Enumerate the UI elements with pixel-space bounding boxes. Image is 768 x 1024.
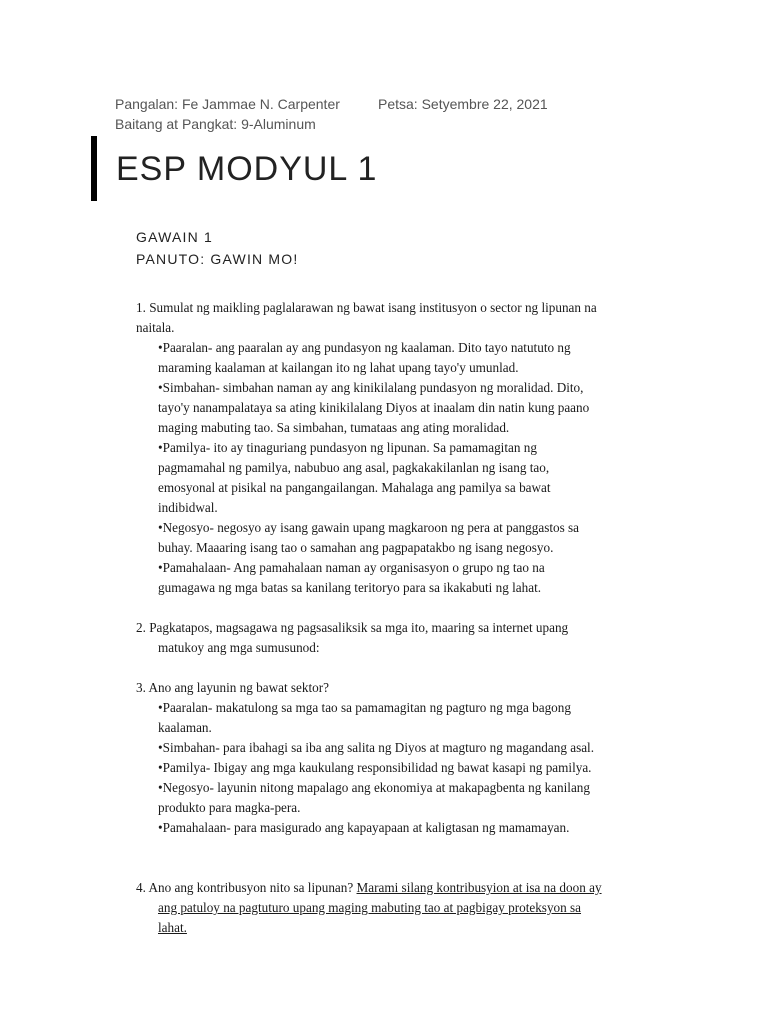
question-4-prompt: 4. Ano ang kontribusyon nito sa lipunan? xyxy=(136,880,357,895)
question-4 xyxy=(136,878,656,938)
question-4-answer: Marami silang kontribusyion at isa na doon ay xyxy=(356,880,602,895)
answer-paaralan xyxy=(136,338,656,378)
text-line: •Pamahalaan- para masigurado ang kapayapaan at kaligtasan ng mamamayan. xyxy=(158,820,570,835)
text-line: •Simbahan- simbahan naman ay ang kinikilalang pundasyon ng moralidad. Dito, xyxy=(158,380,584,395)
answer-negosyo xyxy=(136,518,656,558)
page-title: ESP MODYUL 1 xyxy=(116,150,378,188)
question-3 xyxy=(136,678,656,838)
title-accent-bar xyxy=(91,136,97,201)
text-line: •Simbahan- para ibahagi sa iba ang salita ng Diyos at magturo ng magandang asal. xyxy=(158,740,595,755)
purpose-simbahan xyxy=(136,738,656,758)
question-2 xyxy=(136,618,656,658)
student-header xyxy=(115,94,548,134)
text-line: maraming kaalaman at kailangan ito ng lahat upang tayo'y umunlad. xyxy=(158,360,519,375)
student-name: Pangalan: Fe Jammae N. Carpenter xyxy=(115,96,340,112)
text-line: buhay. Maaaring isang tao o samahan ang pagpapatakbo ng isang negosyo. xyxy=(158,540,554,555)
date: Petsa: Setyembre 22, 2021 xyxy=(378,96,548,112)
text-line: •Pamahalaan- Ang pamahalaan naman ay organisasyon o grupo ng tao na xyxy=(158,560,545,575)
text-line: •Pamilya- Ibigay ang mga kaukulang responsibilidad ng bawat kasapi ng pamilya. xyxy=(158,760,592,775)
grade-section: Baitang at Pangkat: 9-Aluminum xyxy=(115,116,316,132)
activity-label: GAWAIN 1 xyxy=(136,229,214,245)
text-line: emosyonal at pisikal na pangangailangan. Mahalaga ang pamilya sa bawat xyxy=(158,480,551,495)
spacer xyxy=(136,658,656,678)
text-line: •Negosyo- layunin nitong mapalago ang ekonomiya at makapagbenta ng kanilang xyxy=(158,780,590,795)
text-line: pagmamahal ng pamilya, nabubuo ang asal, pagkakakilanlan ng isang tao, xyxy=(158,460,550,475)
question-4-answer-end: lahat. xyxy=(158,920,187,935)
purpose-paaralan xyxy=(136,698,656,738)
purpose-pamahalaan xyxy=(136,818,656,838)
question-4-line-1 xyxy=(136,878,656,898)
spacer xyxy=(136,838,656,878)
text-line: kaalaman. xyxy=(158,720,212,735)
answer-simbahan xyxy=(136,378,656,438)
activity-heading xyxy=(136,226,298,270)
question-1-prompt: 1. Sumulat ng maikling paglalarawan ng bawat isang institusyon o sector ng lipunan na xyxy=(136,300,597,315)
answer-pamilya xyxy=(136,438,656,518)
text-line: •Paaralan- makatulong sa mga tao sa pamamagitan ng pagturo ng mga bagong xyxy=(158,700,571,715)
text-line: maging mabuting tao. Sa simbahan, tumataas ang ating moralidad. xyxy=(158,420,510,435)
text-line: indibidwal. xyxy=(158,500,218,515)
instruction-label: PANUTO: GAWIN MO! xyxy=(136,251,299,267)
question-1-prompt-cont: naitala. xyxy=(136,320,175,335)
question-4-answer-cont: ang patuloy na pagtuturo upang maging mabuting tao at pagbigay proteksyon sa xyxy=(158,900,582,915)
question-3-prompt: 3. Ano ang layunin ng bawat sektor? xyxy=(136,680,330,695)
purpose-pamilya xyxy=(136,758,656,778)
spacer xyxy=(136,598,656,618)
question-2-prompt-cont: matukoy ang mga sumusunod: xyxy=(158,640,320,655)
answer-pamahalaan xyxy=(136,558,656,598)
question-1 xyxy=(136,298,656,598)
question-2-prompt: 2. Pagkatapos, magsagawa ng pagsasaliksik sa mga ito, maaring sa internet upang xyxy=(136,620,569,635)
text-line: tayo'y nanampalataya sa ating kinikilalang Diyos at inaalam din natin kung paano xyxy=(158,400,590,415)
text-line: •Paaralan- ang paaralan ay ang pundasyon ng kaalaman. Dito tayo natututo ng xyxy=(158,340,571,355)
purpose-negosyo xyxy=(136,778,656,818)
document-body xyxy=(136,298,656,938)
text-line: •Pamilya- ito ay tinaguriang pundasyon ng lipunan. Sa pamamagitan ng xyxy=(158,440,537,455)
text-line: •Negosyo- negosyo ay isang gawain upang magkaroon ng pera at panggastos sa xyxy=(158,520,580,535)
text-line: produkto para magka-pera. xyxy=(158,800,301,815)
text-line: gumagawa ng mga batas sa kanilang teritoryo para sa ikakabuti ng lahat. xyxy=(158,580,542,595)
